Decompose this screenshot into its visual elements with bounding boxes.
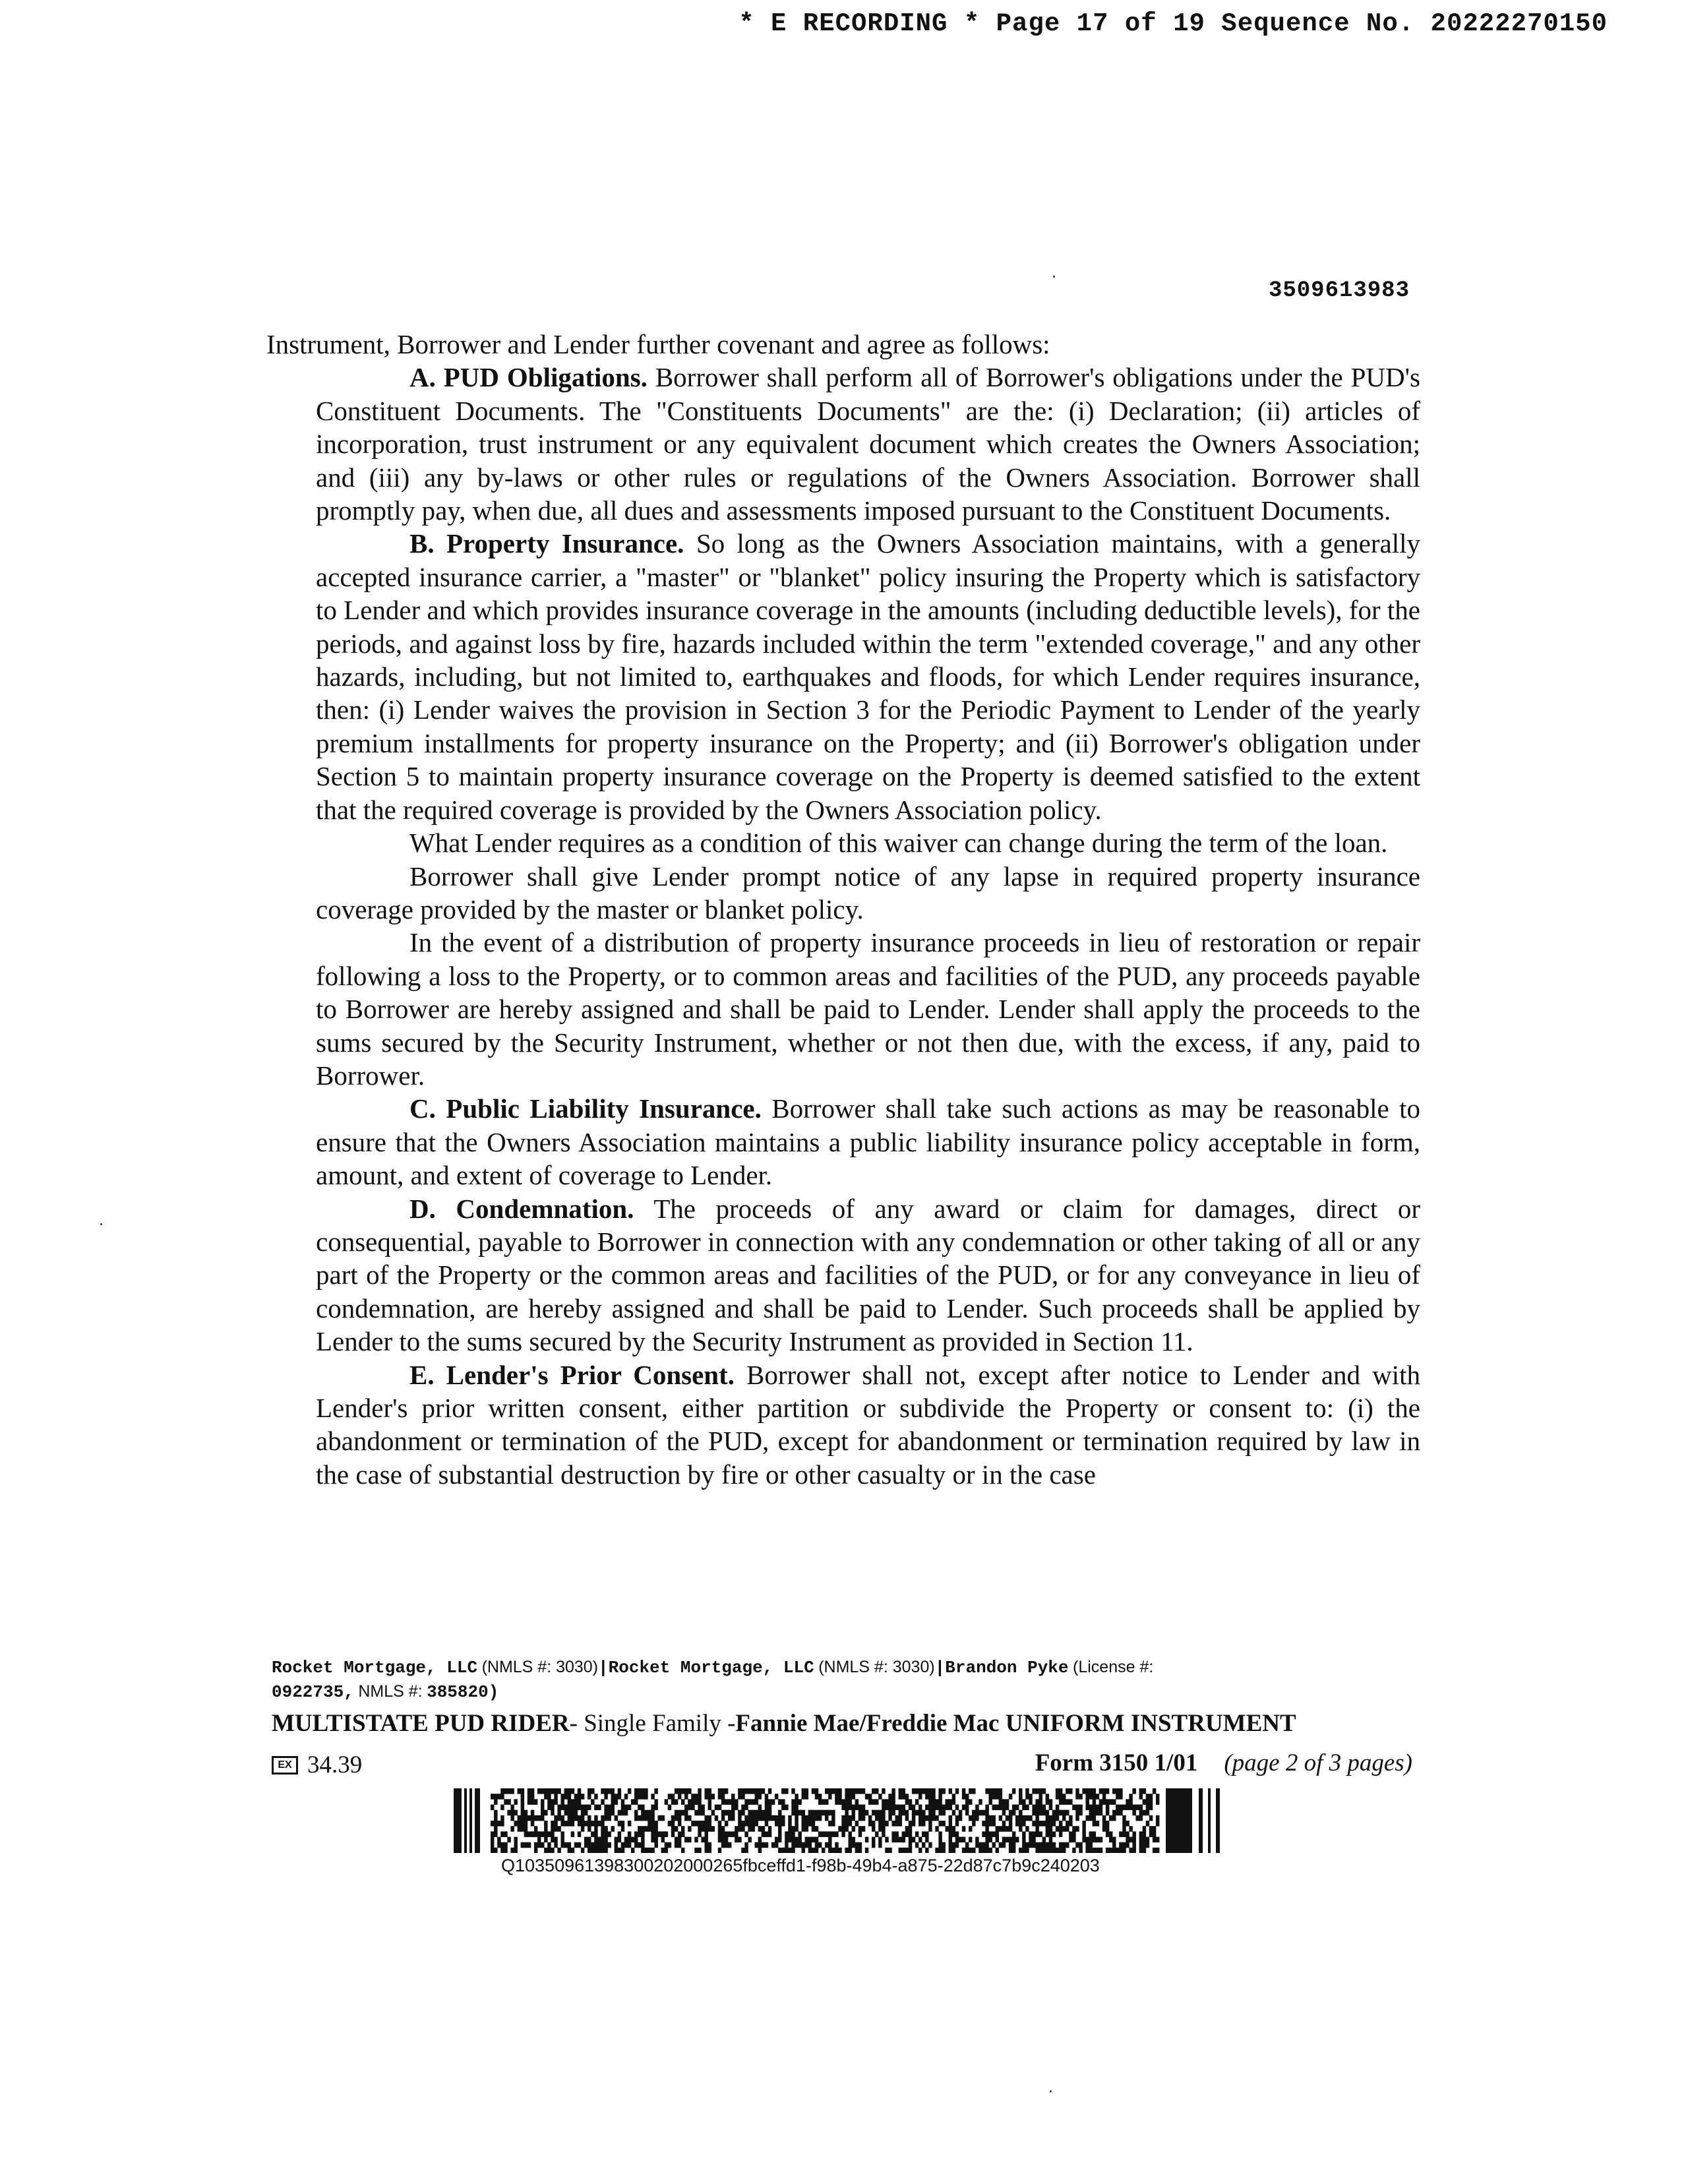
section-text: So long as the Owners Association maintains, with a generally accepted insurance carrier, a "master" or "blanket" policy insuring the Property which is satisfactory to Lender and which provides insurance coverage in the amounts (including deductible levels), for the periods, and against loss by fire, hazards included within the term "extended coverage," and any other hazards, including, but not limited to, earthquakes and floods, for which Lender requires insurance, then: (i) Lender waives the provision in Section 3 for the Periodic Payment to Lender of the yearly premium installments for property insurance on the Property; and (ii) Borrower's obligation under Section 5 to maintain property insurance coverage on the Property is deemed satisfied to the extent that the required coverage is provided by the Owners Association policy. bbox=[316, 528, 1420, 825]
lender-info-line bbox=[272, 1655, 1393, 1704]
form-title-type: - Single Family - bbox=[569, 1710, 736, 1737]
section-heading: E. Lender's Prior Consent. bbox=[409, 1359, 735, 1390]
lapse-notice-paragraph: Borrower shall give Lender prompt notice of any lapse in required property insurance coverage provided by the master or blanket policy. bbox=[316, 861, 1420, 925]
form-title-main: MULTISTATE PUD RIDER bbox=[272, 1710, 570, 1737]
section-heading: C. Public Liability Insurance. bbox=[409, 1093, 762, 1124]
form-title-instrument: Fannie Mae/Freddie Mac UNIFORM INSTRUMENT bbox=[735, 1710, 1296, 1737]
section-e-paragraph bbox=[266, 1358, 1420, 1492]
form-title bbox=[272, 1709, 1296, 1738]
originator-nmls-label: NMLS #: bbox=[358, 1682, 423, 1701]
scan-speck bbox=[1050, 2090, 1052, 2092]
intro-paragraph: Instrument, Borrower and Lender further covenant and agree as follows: bbox=[266, 329, 1050, 359]
form-info-row bbox=[272, 1749, 1412, 1779]
separator: | bbox=[598, 1658, 609, 1678]
originator-name: Brandon Pyke bbox=[945, 1658, 1069, 1678]
scan-speck bbox=[100, 1223, 102, 1225]
section-a-paragraph bbox=[266, 361, 1420, 527]
scan-speck bbox=[1053, 276, 1055, 278]
distribution-paragraph: In the event of a distribution of property insurance proceeds in lieu of restoration or repair following a loss to the Property, or to common areas and facilities of the PUD, any proceeds payable to Borrower are hereby assigned and shall be paid to Lender. Lender shall apply the proceeds to the sums secured by the Security Instrument, whether or not then due, with the excess, if any, paid to Borrower. bbox=[316, 927, 1420, 1091]
lender-name: Rocket Mortgage, LLC bbox=[272, 1658, 478, 1678]
loan-number: 3509613983 bbox=[1268, 278, 1410, 303]
originator-nmls: 385820) bbox=[427, 1682, 499, 1702]
section-heading: A. PUD Obligations. bbox=[409, 362, 648, 393]
section-heading: B. Property Insurance. bbox=[409, 528, 684, 559]
form-number: Form 3150 1/01 bbox=[1035, 1749, 1198, 1776]
waiver-paragraph: What Lender requires as a condition of this waiver can change during the term of the loan. bbox=[409, 828, 1388, 859]
originator-license: 0922735, bbox=[272, 1682, 354, 1702]
lender-nmls: (NMLS #: 3030) bbox=[481, 1658, 599, 1676]
originator-license-label: (License #: bbox=[1073, 1658, 1154, 1676]
section-text: Borrower shall not, except after notice to Lender and with Lender's prior written consent, either partition or subdivide the Property or consent to: (i) the abandonment or termination of the PUD, except for abandonment or termination required by law in the case of substantial destruction by fire or other casualty or in the case bbox=[316, 1359, 1420, 1490]
section-text: Borrower shall perform all of Borrower's obligations under the PUD's Constituent Documents. The "Constituents Documents" are the: (i) Declaration; (ii) articles of incorporation, trust instrument or any equivalent document which creates the Owners Association; and (iii) any by-laws or other rules or regulations of the Owners Association. Borrower shall promptly pay, when due, all dues and assessments imposed pursuant to the Constituent Documents. bbox=[316, 362, 1420, 526]
barcode-text: Q10350961398300202000265fbceffd1-f98b-49b4-a875-22d87c7b9c240203 bbox=[501, 1856, 1100, 1875]
section-text: The proceeds of any award or claim for damages, direct or consequential, payable to Borrower in connection with any condemnation or other taking of all or any part of the Property or the common areas and facilities of the PUD, or for any conveyance in lieu of condemnation, are hereby assigned and shall be paid to Lender. Such proceeds shall be applied by Lender to the sums secured by the Security Instrument as provided in Section 11. bbox=[316, 1193, 1420, 1357]
form-code-icon: EX bbox=[272, 1756, 298, 1774]
lender-name: Rocket Mortgage, LLC bbox=[608, 1658, 814, 1678]
separator: | bbox=[934, 1658, 946, 1678]
recording-header: * E RECORDING * Page 17 of 19 Sequence No. 20222270150 bbox=[738, 9, 1608, 38]
form-number-group bbox=[1035, 1749, 1412, 1777]
section-b-paragraph bbox=[266, 527, 1420, 826]
form-code: 34.39 bbox=[307, 1751, 363, 1779]
lender-nmls: (NMLS #: 3030) bbox=[818, 1658, 935, 1676]
section-heading: D. Condemnation. bbox=[409, 1193, 634, 1224]
section-text: Borrower shall take such actions as may be reasonable to ensure that the Owners Association maintains a public liability insurance policy acceptable in form, amount, and extent of coverage to Lender. bbox=[316, 1093, 1421, 1191]
document-body bbox=[266, 328, 1420, 1491]
form-page-indicator: (page 2 of 3 pages) bbox=[1224, 1749, 1412, 1776]
barcode-image bbox=[454, 1788, 1245, 1853]
section-c-paragraph bbox=[266, 1092, 1420, 1192]
section-d-paragraph bbox=[266, 1192, 1420, 1358]
